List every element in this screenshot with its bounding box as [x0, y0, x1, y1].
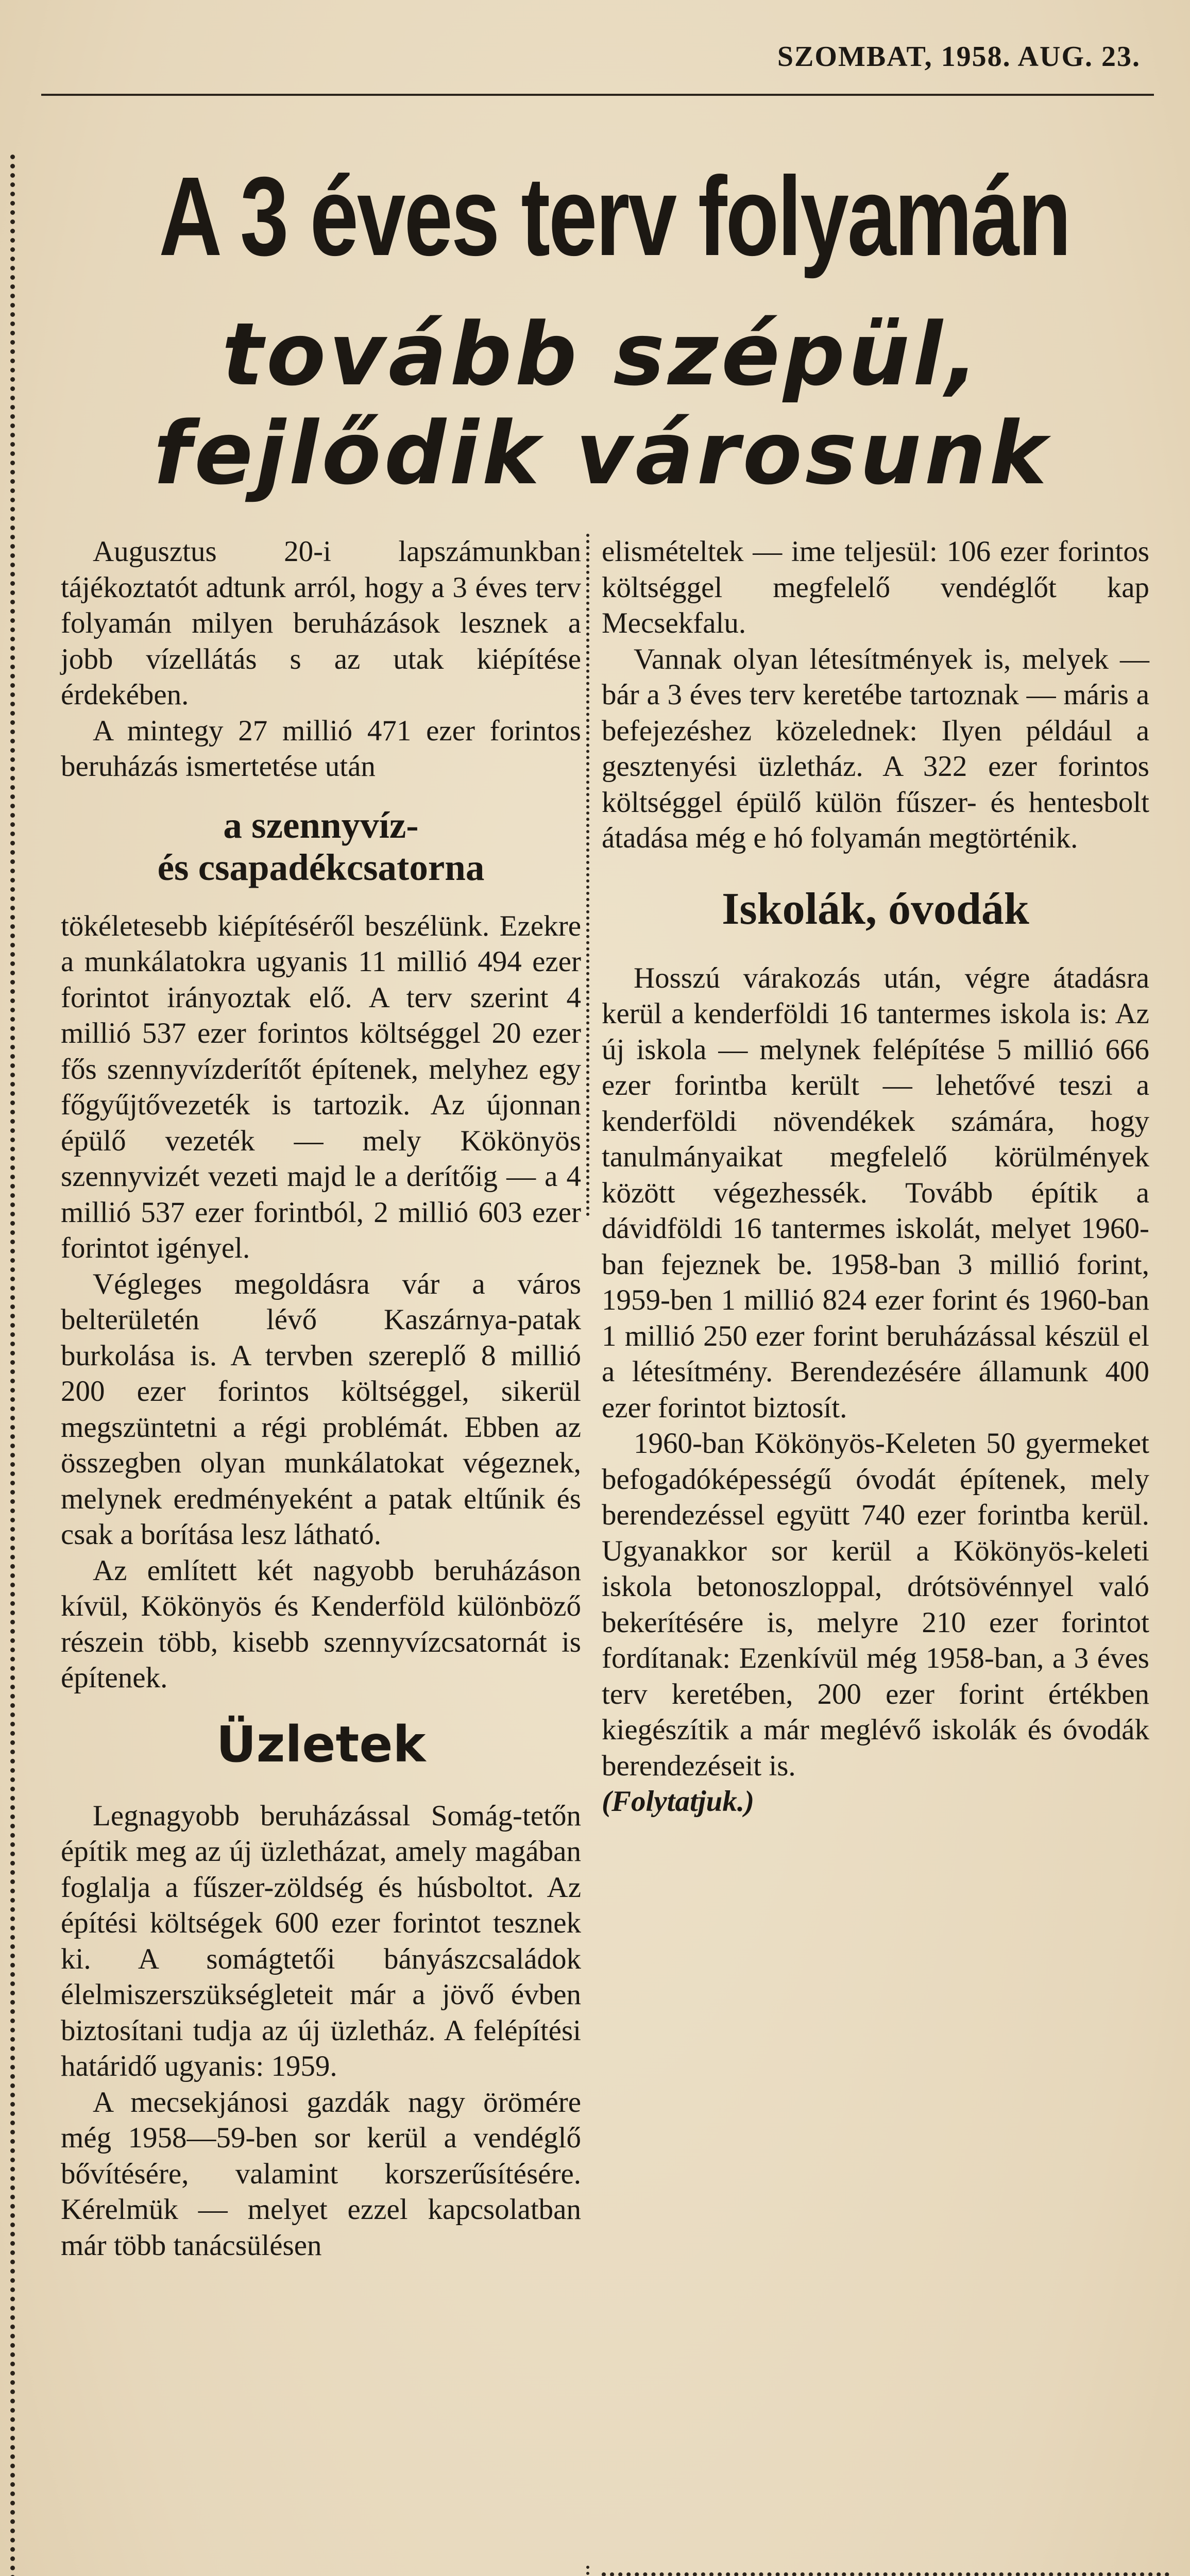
box-dotted-rule — [602, 2572, 1169, 2576]
subheading-szennyviz-line-1: a szennyvíz- — [223, 804, 419, 846]
left-paragraph-3: tökéletesebb kiépítéséről beszélünk. Ezekre a munkálatokra ugyanis 11 millió 494 ezer forintot irányoztak elő. A terv szerint 4 millió 537 ezer forintos költséggel 20 ezer fős szennyvízderítőt építenek, melyhez egy főgyűjtővezeték is tartozik. Az újonnan épülő vezeték — mely Kökönyös szennyvizét vezeti majd le a derítőig — a 4 millió 537 ezer forintból, 2 millió 603 ezer forintot igényel. — [61, 909, 581, 1264]
left-paragraph-5: Az említett két nagyobb beruházáson kívül, Kökönyös és Kenderföld különböző részein több, kisebb szennyvízcsatornát is építenek. — [61, 1554, 581, 1694]
right-paragraph-4: 1960-ban Kökönyös-Keleten 50 gyermeket befogadóképességű óvodát építenek, mely berendezéssel együtt 740 ezer forintba kerül. Ugyanakkor sor kerül a Kökönyös-keleti iskola betonoszloppal, drótsövénnyel való bekerítésére is, melyre 210 ezer forintot fordítanak: Ezenkívül még 1958-ban, a 3 éves terv keretében, 200 ezer forint értékben kiegészítik a már meglévő iskolák és óvodák berendezéseit is. — [602, 1427, 1149, 1782]
column-divider-bottom — [586, 2566, 589, 2576]
column-divider-top — [586, 534, 589, 1216]
subheading-szennyviz — [61, 804, 581, 889]
headline-line-2: tovább szépül, — [222, 304, 982, 405]
headline-line-3: fejlődik városunk — [154, 403, 1050, 504]
right-column — [602, 534, 1149, 1820]
left-dotted-border — [10, 155, 15, 2576]
left-paragraph-6: Legnagyobb beruházással Somág-tetőn építik meg az új üzletházat, amely magában foglalja a fűszer-zöldség és húsboltot. Az építési költségek 600 ezer forintot tesznek ki. A somágtetői bányászcsaládok élelmiszerszükségleteit már a jövő évben biztosítani tudja az új üzletház. A felépítési határidő ugyanis: 1959. — [61, 1799, 581, 2082]
dateline: SZOMBAT, 1958. AUG. 23. — [777, 41, 1141, 73]
top-rule — [41, 94, 1154, 96]
right-paragraph-2: Vannak olyan létesítmények is, melyek — bár a 3 éves terv keretébe tartoznak — máris a befejezéshez közelednek: Ilyen például a gesztenyési üzletház. A 322 ezer forintos költséggel épülő külön fűszer- és hentesbolt átadása még e hó folyamán megtörténik. — [602, 642, 1149, 854]
subheading-iskolak: Iskolák, óvodák — [722, 884, 1029, 934]
left-paragraph-7: A mecsekjánosi gazdák nagy örömére még 1958—59-ben sor kerül a vendéglő bővítésére, valamint korszerűsítésére. Kérelmük — melyet ezzel kapcsolatban már több tanácsülésen — [61, 2086, 581, 2262]
subheading-uzletek: Üzletek — [216, 1715, 426, 1773]
subheading-szennyviz-line-2: és csapadékcsatorna — [157, 846, 485, 888]
continued-note: (Folytatjuk.) — [602, 1785, 755, 1818]
headline-line-1: A 3 éves terv folyamán — [159, 154, 1070, 279]
left-paragraph-2: A mintegy 27 millió 471 ezer forintos beruházás ismertetése után — [61, 714, 581, 783]
right-paragraph-3: Hosszú várakozás után, végre átadásra kerül a kenderföldi 16 tantermes iskola is: Az új iskola — melynek felépítése 5 millió 666 ezer forintba került — lehetővé teszi a kenderföldi növendékek számára, hogy tanulmányaikat megfelelő körülmények között végezhessék. Tovább építik a dávidföldi 16 tantermes iskolát, melyet 1960-ban fejeznek be. 1958-ban 3 millió forint, 1959-ben 1 millió 824 ezer forint és 1960-ban 1 millió 250 ezer forint beruházással készül el a létesítmény. Berendezésére államunk 400 ezer forintot biztosít. — [602, 961, 1149, 1424]
left-column — [61, 534, 581, 2263]
left-paragraph-4: Végleges megoldásra vár a város belterületén lévő Kaszárnya-patak burkolása is. A tervben szereplő 8 millió 200 ezer forintos költséggel, sikerül megszüntetni a régi problémát. Ebben az összegben olyan munkálatokat végeznek, melynek eredményeként a patak eltűnik és csak a borítása lesz látható. — [61, 1267, 581, 1551]
right-paragraph-1: elismételtek — ime teljesül: 106 ezer forintos költséggel megfelelő vendéglőt kap Mecsekfalu. — [602, 535, 1149, 639]
left-paragraph-1: Augusztus 20-i lapszámunkban tájékoztatót adtunk arról, hogy a 3 éves terv folyamán milyen beruházások lesznek a jobb vízellátás s az utak kiépítése érdekében. — [61, 535, 581, 711]
